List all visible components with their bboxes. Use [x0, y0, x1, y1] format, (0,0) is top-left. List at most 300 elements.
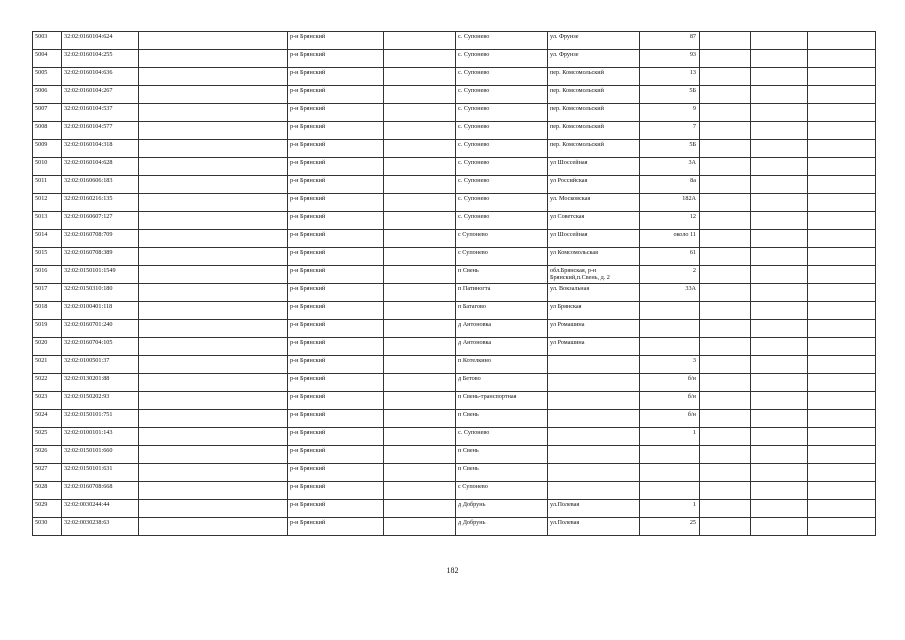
cell-settlement: д Добрунь [456, 518, 548, 536]
cell-empty [700, 482, 751, 500]
cell-empty [700, 68, 751, 86]
cell-street: ул Ромашина [548, 338, 640, 356]
cell-empty [139, 158, 288, 176]
cell-district: р-н Брянский [288, 302, 384, 320]
cell-street: ул Шоссейная [548, 158, 640, 176]
cell-empty [751, 140, 808, 158]
cell-empty [751, 410, 808, 428]
cell-number: 5027 [33, 464, 62, 482]
cell-district: р-н Брянский [288, 482, 384, 500]
cell-street: пер. Комсомольский [548, 104, 640, 122]
cell-empty [700, 50, 751, 68]
cell-number: 5019 [33, 320, 62, 338]
cell-empty [751, 104, 808, 122]
cell-settlement: п Котелкино [456, 356, 548, 374]
cell-empty [384, 176, 456, 194]
cell-settlement: с. Супонево [456, 212, 548, 230]
cell-street [548, 428, 640, 446]
cell-empty [700, 392, 751, 410]
table-row [33, 140, 876, 158]
cell-house [640, 302, 700, 320]
cell-cadastral-number: 32:02:0160708:668 [62, 482, 139, 500]
cell-house [640, 320, 700, 338]
cell-district: р-н Брянский [288, 284, 384, 302]
cell-settlement: д Добрунь [456, 500, 548, 518]
cell-district: р-н Брянский [288, 68, 384, 86]
cell-empty [808, 482, 876, 500]
cell-empty [384, 32, 456, 50]
cell-settlement: д Бетово [456, 374, 548, 392]
table-row [33, 482, 876, 500]
cell-empty [751, 500, 808, 518]
cell-cadastral-number: 32:02:0160704:105 [62, 338, 139, 356]
cell-settlement: с Супонево [456, 482, 548, 500]
cell-empty [808, 392, 876, 410]
cell-street: ул Советская [548, 212, 640, 230]
cell-empty [808, 320, 876, 338]
cell-number: 5011 [33, 176, 62, 194]
cell-empty [751, 320, 808, 338]
cell-district: р-н Брянский [288, 266, 384, 284]
table-row [33, 464, 876, 482]
cell-empty [751, 86, 808, 104]
cell-empty [700, 194, 751, 212]
cell-empty [751, 194, 808, 212]
cell-district: р-н Брянский [288, 356, 384, 374]
cell-empty [751, 446, 808, 464]
cell-empty [808, 266, 876, 284]
cell-empty [384, 320, 456, 338]
cell-cadastral-number: 32:02:0160701:240 [62, 320, 139, 338]
cell-empty [384, 158, 456, 176]
cell-number: 5020 [33, 338, 62, 356]
cell-settlement: п Свень-транспортная [456, 392, 548, 410]
cell-street: пер. Комсомольский [548, 122, 640, 140]
cell-empty [384, 266, 456, 284]
cell-empty [139, 194, 288, 212]
cell-cadastral-number: 32:02:0150101:660 [62, 446, 139, 464]
cell-number: 5016 [33, 266, 62, 284]
cell-cadastral-number: 32:02:0160708:389 [62, 248, 139, 266]
cell-settlement: с Супонево [456, 248, 548, 266]
cell-empty [751, 428, 808, 446]
cell-empty [751, 50, 808, 68]
cell-empty [808, 518, 876, 536]
cell-empty [808, 356, 876, 374]
cell-settlement: с. Супонево [456, 32, 548, 50]
cell-number: 5013 [33, 212, 62, 230]
cell-house: 33А [640, 284, 700, 302]
cell-house [640, 482, 700, 500]
cell-house: 12 [640, 212, 700, 230]
cell-empty [751, 230, 808, 248]
cell-empty [384, 356, 456, 374]
cell-street [548, 482, 640, 500]
cell-district: р-н Брянский [288, 212, 384, 230]
cell-settlement: с. Супонево [456, 50, 548, 68]
cell-street: ул Ромашина [548, 320, 640, 338]
cell-number: 5022 [33, 374, 62, 392]
cell-house [640, 446, 700, 464]
cell-house: 1 [640, 428, 700, 446]
cell-empty [808, 428, 876, 446]
cell-empty [751, 266, 808, 284]
table-row [33, 248, 876, 266]
cell-settlement: с. Супонево [456, 428, 548, 446]
cell-house: 182А [640, 194, 700, 212]
cell-empty [384, 518, 456, 536]
cell-street: ул Российская [548, 176, 640, 194]
cell-empty [808, 32, 876, 50]
cell-empty [808, 86, 876, 104]
cell-house: 9 [640, 104, 700, 122]
cell-empty [139, 68, 288, 86]
cell-empty [751, 356, 808, 374]
table-row [33, 122, 876, 140]
cell-cadastral-number: 32:02:0100501:37 [62, 356, 139, 374]
cell-empty [700, 122, 751, 140]
cell-empty [700, 140, 751, 158]
cell-number: 5017 [33, 284, 62, 302]
cell-empty [139, 50, 288, 68]
cell-number: 5015 [33, 248, 62, 266]
cell-empty [751, 374, 808, 392]
cell-street: ул. Московская [548, 194, 640, 212]
cell-settlement: с. Супонево [456, 140, 548, 158]
cell-empty [700, 464, 751, 482]
cell-empty [139, 500, 288, 518]
table-row [33, 338, 876, 356]
cell-empty [751, 518, 808, 536]
cell-empty [751, 482, 808, 500]
cell-cadastral-number: 32:02:0160104:255 [62, 50, 139, 68]
cell-empty [139, 86, 288, 104]
cell-street: ул.Полевая [548, 518, 640, 536]
cell-cadastral-number: 32:02:0100101:143 [62, 428, 139, 446]
cell-empty [384, 500, 456, 518]
cell-empty [384, 410, 456, 428]
cell-settlement: п Патиногта [456, 284, 548, 302]
cell-district: р-н Брянский [288, 446, 384, 464]
registry-table [32, 31, 876, 536]
cell-cadastral-number: 32:02:0160104:624 [62, 32, 139, 50]
cell-empty [808, 446, 876, 464]
cell-empty [808, 140, 876, 158]
cell-number: 5026 [33, 446, 62, 464]
table-row [33, 428, 876, 446]
table-row [33, 212, 876, 230]
cell-number: 5030 [33, 518, 62, 536]
cell-empty [700, 518, 751, 536]
table-row [33, 266, 876, 284]
cell-cadastral-number: 32:02:0030244:44 [62, 500, 139, 518]
cell-empty [751, 176, 808, 194]
cell-settlement: с. Супонево [456, 104, 548, 122]
cell-empty [139, 302, 288, 320]
cell-settlement: с. Супонево [456, 194, 548, 212]
cell-empty [384, 230, 456, 248]
cell-cadastral-number: 32:02:0100401:118 [62, 302, 139, 320]
cell-settlement: п Свень [456, 446, 548, 464]
table-row [33, 50, 876, 68]
cell-district: р-н Брянский [288, 176, 384, 194]
cell-empty [751, 68, 808, 86]
cell-settlement: с. Супонево [456, 68, 548, 86]
cell-cadastral-number: 32:02:0160104:577 [62, 122, 139, 140]
cell-empty [808, 68, 876, 86]
cell-empty [384, 50, 456, 68]
cell-empty [700, 248, 751, 266]
cell-empty [808, 302, 876, 320]
cell-settlement: с Супонево [456, 230, 548, 248]
cell-empty [700, 356, 751, 374]
cell-empty [139, 410, 288, 428]
cell-district: р-н Брянский [288, 428, 384, 446]
cell-house: 8а [640, 176, 700, 194]
cell-settlement: д Антоновка [456, 320, 548, 338]
cell-number: 5007 [33, 104, 62, 122]
cell-house [640, 338, 700, 356]
cell-district: р-н Брянский [288, 158, 384, 176]
cell-empty [751, 284, 808, 302]
cell-district: р-н Брянский [288, 194, 384, 212]
cell-street: ул Брянская [548, 302, 640, 320]
cell-street [548, 356, 640, 374]
cell-house: 3 [640, 356, 700, 374]
cell-number: 5008 [33, 122, 62, 140]
cell-settlement: с. Супонево [456, 122, 548, 140]
cell-street: ул.Полевая [548, 500, 640, 518]
cell-street: пер. Комсомольский [548, 86, 640, 104]
cell-empty [751, 464, 808, 482]
cell-house: 13 [640, 68, 700, 86]
cell-empty [139, 212, 288, 230]
cell-number: 5003 [33, 32, 62, 50]
cell-house: 2 [640, 266, 700, 284]
cell-empty [384, 212, 456, 230]
cell-empty [700, 230, 751, 248]
cell-empty [751, 302, 808, 320]
cell-empty [384, 482, 456, 500]
cell-number: 5012 [33, 194, 62, 212]
cell-cadastral-number: 32:02:0150202:93 [62, 392, 139, 410]
cell-cadastral-number: 32:02:0160606:183 [62, 176, 139, 194]
cell-number: 5010 [33, 158, 62, 176]
cell-number: 5004 [33, 50, 62, 68]
cell-empty [139, 284, 288, 302]
cell-cadastral-number: 32:02:0160104:628 [62, 158, 139, 176]
cell-empty [139, 392, 288, 410]
cell-empty [808, 104, 876, 122]
cell-empty [700, 302, 751, 320]
table-row [33, 356, 876, 374]
cell-empty [700, 374, 751, 392]
cell-street [548, 374, 640, 392]
cell-empty [700, 446, 751, 464]
cell-empty [384, 194, 456, 212]
table-row [33, 86, 876, 104]
cell-settlement: п Свень [456, 266, 548, 284]
cell-house: 7 [640, 122, 700, 140]
cell-empty [700, 158, 751, 176]
cell-settlement: с. Супонево [456, 158, 548, 176]
cell-street: обл.Брянская, р-н Брянский,п.Свень, д. 2 [548, 266, 640, 284]
cell-number: 5021 [33, 356, 62, 374]
cell-cadastral-number: 32:02:0160104:537 [62, 104, 139, 122]
cell-empty [808, 410, 876, 428]
cell-empty [700, 212, 751, 230]
cell-empty [808, 230, 876, 248]
cell-empty [751, 32, 808, 50]
cell-settlement: д Антоновка [456, 338, 548, 356]
cell-street: ул. Вокзальная [548, 284, 640, 302]
cell-empty [139, 464, 288, 482]
cell-street: ул. Фрунзе [548, 32, 640, 50]
cell-empty [139, 428, 288, 446]
cell-empty [808, 50, 876, 68]
cell-house: 3А [640, 158, 700, 176]
cell-empty [700, 176, 751, 194]
cell-street [548, 392, 640, 410]
cell-street: ул Комсомольская [548, 248, 640, 266]
cell-empty [384, 140, 456, 158]
cell-settlement: с. Супонево [456, 86, 548, 104]
table-row [33, 176, 876, 194]
cell-empty [139, 104, 288, 122]
cell-empty [700, 86, 751, 104]
cell-empty [700, 500, 751, 518]
cell-district: р-н Брянский [288, 338, 384, 356]
cell-empty [139, 176, 288, 194]
cell-district: р-н Брянский [288, 230, 384, 248]
cell-empty [808, 284, 876, 302]
cell-street: ул. Фрунзе [548, 50, 640, 68]
table-row [33, 410, 876, 428]
cell-empty [808, 374, 876, 392]
cell-district: р-н Брянский [288, 140, 384, 158]
cell-street: пер. Комсомольский [548, 68, 640, 86]
cell-house [640, 464, 700, 482]
cell-empty [139, 122, 288, 140]
cell-empty [700, 410, 751, 428]
cell-empty [700, 32, 751, 50]
cell-district: р-н Брянский [288, 86, 384, 104]
cell-empty [139, 230, 288, 248]
cell-empty [808, 194, 876, 212]
cell-house: 87 [640, 32, 700, 50]
cell-empty [384, 284, 456, 302]
table-row [33, 32, 876, 50]
cell-empty [139, 374, 288, 392]
cell-empty [751, 392, 808, 410]
cell-cadastral-number: 32:02:0160104:318 [62, 140, 139, 158]
cell-house: б/н [640, 410, 700, 428]
cell-empty [384, 338, 456, 356]
table-row [33, 302, 876, 320]
cell-empty [139, 140, 288, 158]
cell-district: р-н Брянский [288, 122, 384, 140]
cell-empty [139, 248, 288, 266]
cell-district: р-н Брянский [288, 464, 384, 482]
cell-empty [384, 464, 456, 482]
cell-cadastral-number: 32:02:0150310:180 [62, 284, 139, 302]
cell-empty [139, 266, 288, 284]
registry-table-body [33, 32, 876, 536]
cell-empty [384, 248, 456, 266]
cell-house: 61 [640, 248, 700, 266]
cell-street: ул Шоссейная [548, 230, 640, 248]
cell-house: б/н [640, 392, 700, 410]
page-number: 182 [446, 566, 459, 575]
cell-empty [384, 374, 456, 392]
cell-empty [384, 68, 456, 86]
cell-empty [808, 158, 876, 176]
table-row [33, 194, 876, 212]
cell-district: р-н Брянский [288, 32, 384, 50]
cell-house: 5Б [640, 86, 700, 104]
table-row [33, 158, 876, 176]
cell-empty [139, 446, 288, 464]
cell-street: пер. Комсомольский [548, 140, 640, 158]
cell-cadastral-number: 32:02:0160607:127 [62, 212, 139, 230]
cell-number: 5025 [33, 428, 62, 446]
table-row [33, 68, 876, 86]
cell-house: 1 [640, 500, 700, 518]
table-row [33, 230, 876, 248]
cell-cadastral-number: 32:02:0160708:709 [62, 230, 139, 248]
cell-empty [751, 338, 808, 356]
cell-settlement: п Свень [456, 464, 548, 482]
table-row [33, 500, 876, 518]
cell-empty [808, 500, 876, 518]
cell-cadastral-number: 32:02:0160104:267 [62, 86, 139, 104]
cell-empty [808, 464, 876, 482]
cell-street [548, 446, 640, 464]
cell-empty [384, 446, 456, 464]
cell-district: р-н Брянский [288, 50, 384, 68]
cell-empty [384, 122, 456, 140]
cell-cadastral-number: 32:02:0150101:751 [62, 410, 139, 428]
cell-district: р-н Брянский [288, 104, 384, 122]
cell-empty [700, 266, 751, 284]
cell-empty [139, 356, 288, 374]
cell-house: 93 [640, 50, 700, 68]
cell-cadastral-number: 32:02:0160104:636 [62, 68, 139, 86]
cell-house: 5Б [640, 140, 700, 158]
cell-empty [384, 104, 456, 122]
cell-empty [808, 338, 876, 356]
cell-street [548, 410, 640, 428]
cell-empty [808, 212, 876, 230]
cell-number: 5024 [33, 410, 62, 428]
cell-cadastral-number: 32:02:0150101:631 [62, 464, 139, 482]
cell-district: р-н Брянский [288, 374, 384, 392]
cell-house: около 11 [640, 230, 700, 248]
cell-number: 5023 [33, 392, 62, 410]
cell-number: 5006 [33, 86, 62, 104]
cell-street [548, 464, 640, 482]
cell-empty [700, 320, 751, 338]
cell-empty [808, 176, 876, 194]
cell-house: б/н [640, 374, 700, 392]
cell-empty [384, 86, 456, 104]
cell-empty [139, 338, 288, 356]
cell-empty [139, 482, 288, 500]
cell-district: р-н Брянский [288, 410, 384, 428]
cell-empty [751, 248, 808, 266]
cell-number: 5009 [33, 140, 62, 158]
cell-empty [700, 338, 751, 356]
